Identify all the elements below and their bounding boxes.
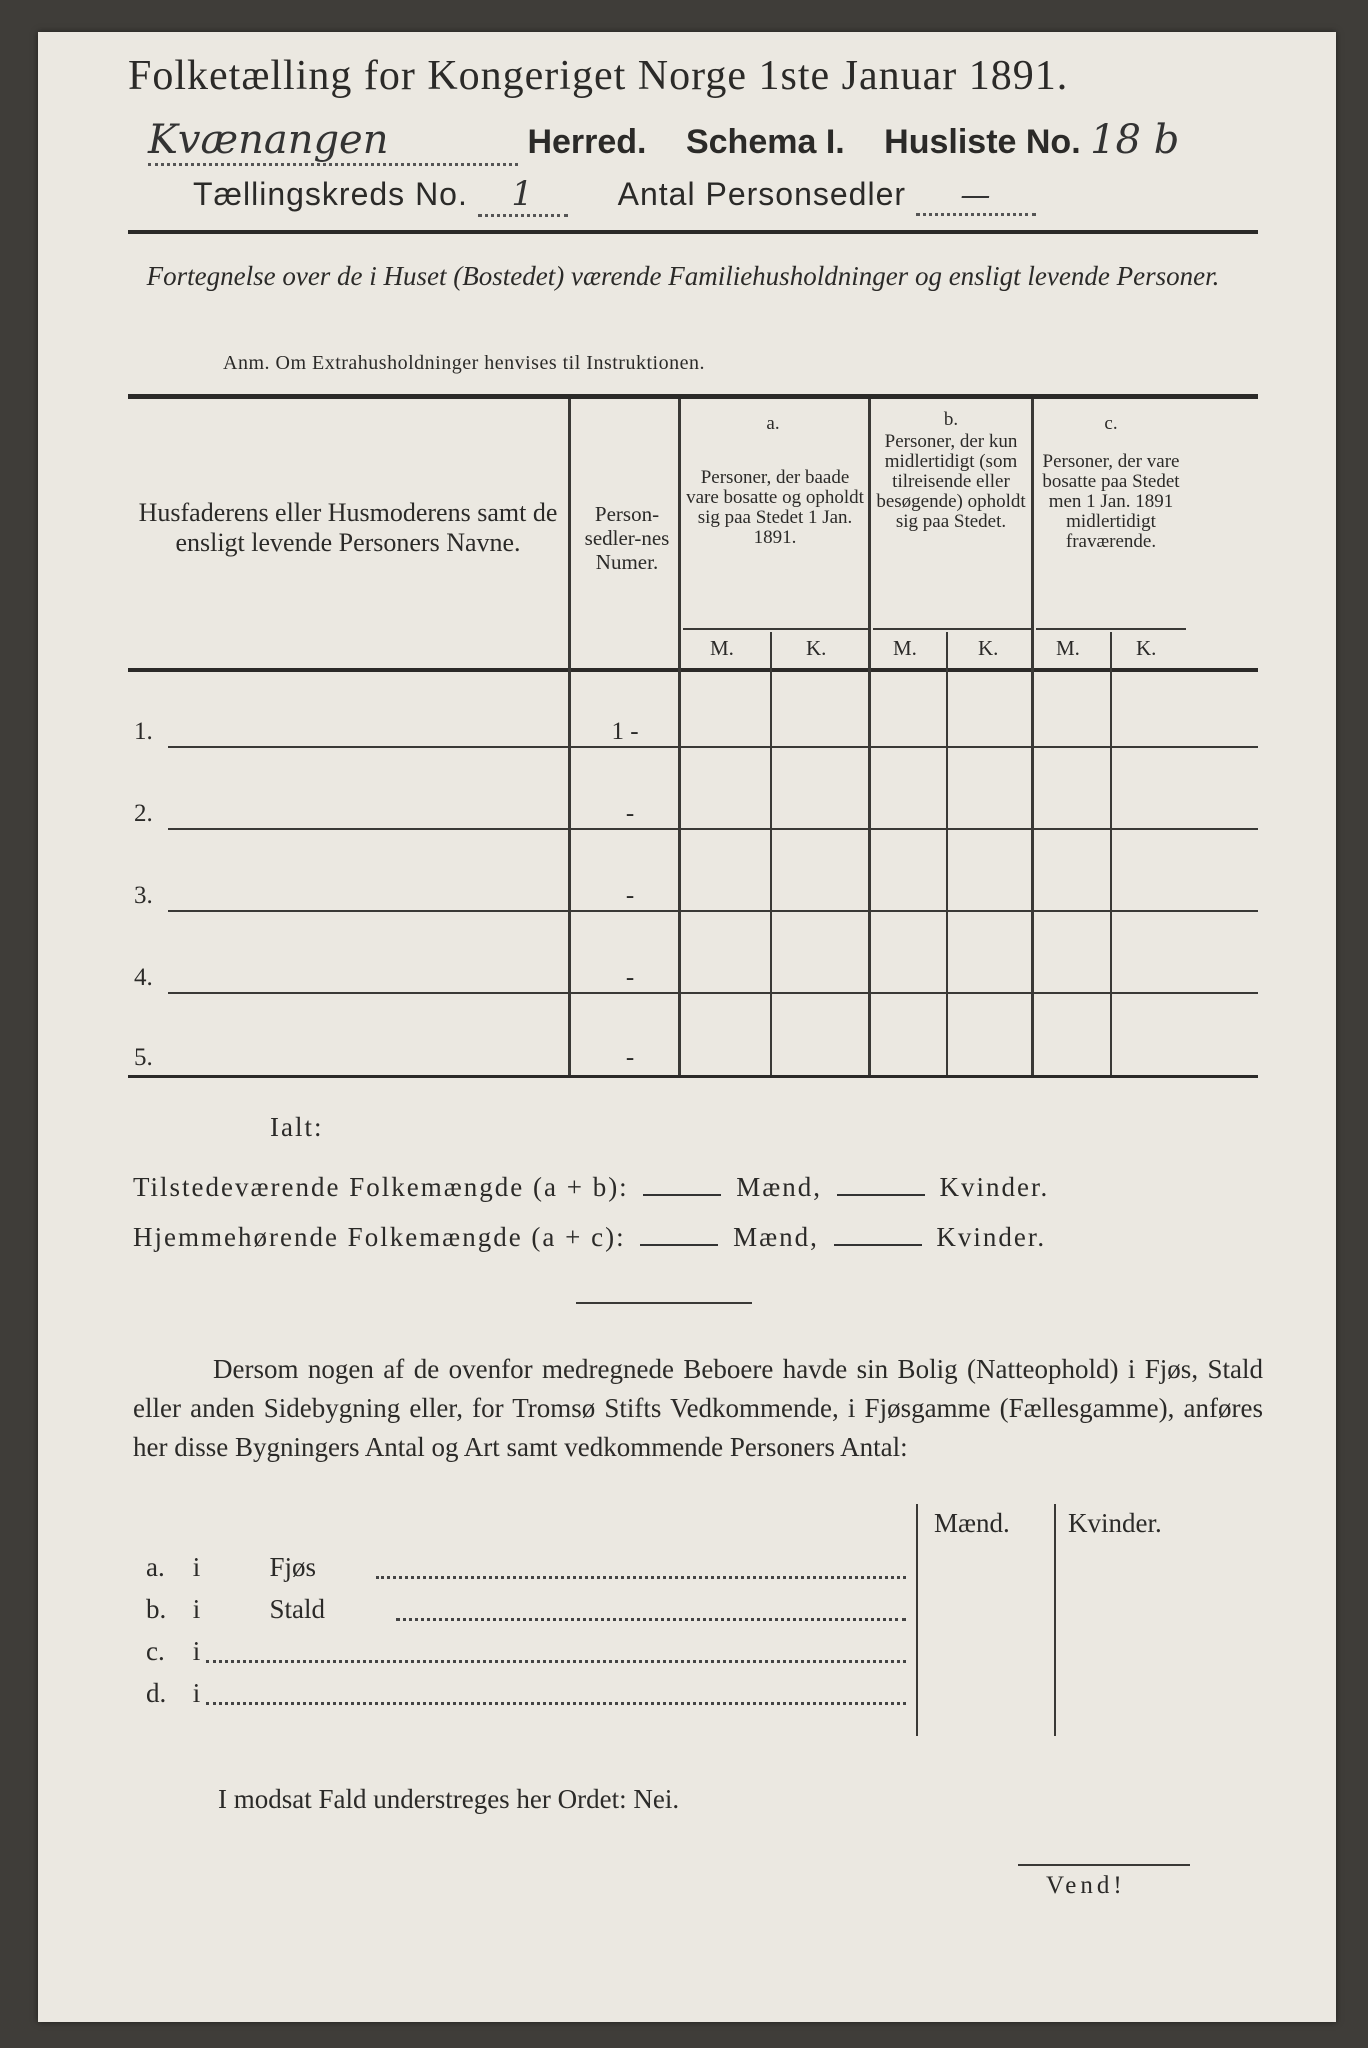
- mk-rule-c: [1036, 628, 1186, 630]
- row-number-1: 1.: [134, 718, 153, 745]
- row-number-4: 4.: [134, 964, 153, 991]
- building-row-d-dots: [206, 1702, 906, 1705]
- col-divider-a: [868, 399, 871, 1075]
- col-divider-a-mk: [770, 632, 772, 1075]
- herred-line: [148, 117, 1179, 166]
- building-row-d-letter: d.: [146, 1678, 167, 1708]
- building-row-c-letter: c.: [146, 1636, 165, 1666]
- col-divider-numer: [678, 399, 681, 1075]
- kreds-label: Tællingskreds No.: [193, 176, 468, 212]
- col-header-a-letter: a.: [766, 413, 780, 434]
- buildings-maend-header: Mænd.: [934, 1508, 1010, 1538]
- hjemme-kvinder-label: Kvinder.: [936, 1222, 1047, 1252]
- tilstede-kvinder-label: Kvinder.: [939, 1172, 1050, 1202]
- col-header-b: Personer, der kun midlertidigt (som tilreisende eller besøgende) opholdt sig paa Stedet.: [876, 431, 1026, 532]
- building-row-a-label: Fjøs: [269, 1552, 317, 1582]
- separator-rule: [576, 1302, 752, 1304]
- building-row-b-letter: b.: [146, 1594, 167, 1624]
- row-number-3: 3.: [134, 882, 153, 909]
- col-divider-b: [1031, 399, 1034, 1075]
- hjemme-kvinder-blank: [834, 1244, 922, 1246]
- col-a-k: K.: [806, 636, 827, 660]
- building-row-b-i: i: [192, 1594, 201, 1624]
- building-row-d-i: i: [192, 1678, 201, 1708]
- col-header-c-letter: c.: [1104, 413, 1118, 434]
- hjemme-maend-blank: [640, 1244, 718, 1246]
- tilstede-kvinder-blank: [837, 1194, 925, 1196]
- row-numer-3: -: [625, 882, 635, 909]
- col-b-m: M.: [893, 636, 917, 660]
- building-row-c-i: i: [192, 1636, 201, 1666]
- col-b-k: K.: [978, 636, 999, 660]
- row-numer-5: -: [625, 1044, 635, 1071]
- col-c-m: M.: [1056, 636, 1080, 660]
- antal-value: —: [916, 178, 1036, 216]
- hjemme-maend-label: Mænd,: [733, 1222, 819, 1252]
- row-number-5: 5.: [134, 1044, 153, 1071]
- mk-rule-a: [683, 628, 868, 630]
- col-a-m: M.: [710, 636, 734, 660]
- row-line-3: [168, 910, 1258, 912]
- col-header-c: Personer, der vare bosatte paa Stedet men 1 Jan. 1891 midlertidigt fraværende.: [1042, 451, 1180, 552]
- tilstede-label: Tilstedeværende Folkemængde (a + b):: [133, 1172, 629, 1202]
- census-form-page: [38, 32, 1336, 2022]
- building-row-a-i: i: [192, 1552, 201, 1582]
- mk-rule-b: [873, 628, 1031, 630]
- table-header-rule: [128, 668, 1258, 672]
- col-header-a: Personer, der baade vare bosatte og opholdt sig paa Stedet 1 Jan. 1891.: [686, 467, 864, 548]
- tilstede-line: [133, 1172, 1049, 1203]
- buildings-paragraph: Dersom nogen af de ovenfor medregnede Beboere havde sin Bolig (Natteophold) i Fjøs, Stald eller anden Sidebygning eller, for Tromsø Stifts Vedkommende, i Fjøsgamme (Fællesgamme), anføres her disse Bygningers Antal og Art samt vedkommende Personers Antal:: [133, 1354, 1263, 1462]
- building-row-a-dots: [376, 1576, 906, 1579]
- building-row-a-letter: a.: [146, 1552, 165, 1582]
- row-line-2: [168, 828, 1258, 830]
- row-numer-1: 1 -: [611, 718, 639, 745]
- row-numer-4: -: [625, 964, 635, 991]
- herred-label: Herred.: [527, 123, 647, 161]
- row-line-1: [168, 746, 1258, 748]
- form-title: Folketælling for Kongeriget Norge 1ste Januar 1891.: [128, 53, 1069, 99]
- kreds-value: 1: [478, 174, 568, 217]
- buildings-kvinder-header: Kvinder.: [1068, 1508, 1162, 1538]
- hjemme-label: Hjemmehørende Folkemængde (a + c):: [133, 1222, 626, 1252]
- building-row-c-dots: [206, 1660, 906, 1663]
- row-number-2: 2.: [134, 800, 153, 827]
- col-divider-names: [568, 399, 571, 1075]
- antal-label: Antal Personsedler: [617, 176, 907, 212]
- vend-rule: [1018, 1864, 1190, 1866]
- table-top-rule: [128, 394, 1258, 399]
- buildings-col-divider-1: [916, 1504, 918, 1736]
- ialt-label: Ialt:: [270, 1112, 324, 1142]
- table-bottom-rule: [128, 1075, 1258, 1078]
- building-row-b: [146, 1594, 906, 1625]
- building-row-d: [146, 1678, 906, 1709]
- row-numer-2: -: [625, 800, 635, 827]
- tilstede-maend-label: Mænd,: [736, 1172, 822, 1202]
- col-header-b-letter: b.: [943, 409, 959, 430]
- tilstede-maend-blank: [643, 1194, 721, 1196]
- col-header-numer: Person-sedler-nes Numer.: [584, 502, 670, 574]
- col-header-names: Husfaderens eller Husmoderens samt de ensligt levende Personers Navne.: [138, 498, 558, 557]
- col-divider-b-mk: [946, 632, 948, 1075]
- vend-text: Vend!: [1046, 1872, 1126, 1899]
- building-row-b-dots: [396, 1618, 906, 1621]
- buildings-col-divider-2: [1054, 1504, 1056, 1736]
- anm-note: Anm. Om Extrahusholdninger henvises til Instruktionen.: [223, 352, 705, 374]
- building-row-b-label: Stald: [269, 1594, 326, 1624]
- hjemme-line: [133, 1222, 1046, 1253]
- herred-handwritten: Kvænangen: [148, 117, 518, 166]
- col-c-k: K.: [1136, 636, 1157, 660]
- intro-text: Fortegnelse over de i Huset (Bostedet) værende Familiehusholdninger og ensligt levende Personer.: [146, 261, 1220, 291]
- row-line-4: [168, 992, 1258, 994]
- building-row-c: [146, 1636, 906, 1667]
- schema-label: Schema I.: [685, 123, 845, 161]
- modsat-fald-text: I modsat Fald understreges her Ordet: Nei.: [218, 1784, 680, 1814]
- husliste-label: Husliste No.: [884, 123, 1081, 161]
- kreds-line: [193, 174, 1036, 217]
- header-rule: [128, 230, 1258, 234]
- col-divider-c-mk: [1110, 632, 1112, 1075]
- husliste-value: 18 b: [1090, 117, 1180, 163]
- building-row-a: [146, 1552, 906, 1583]
